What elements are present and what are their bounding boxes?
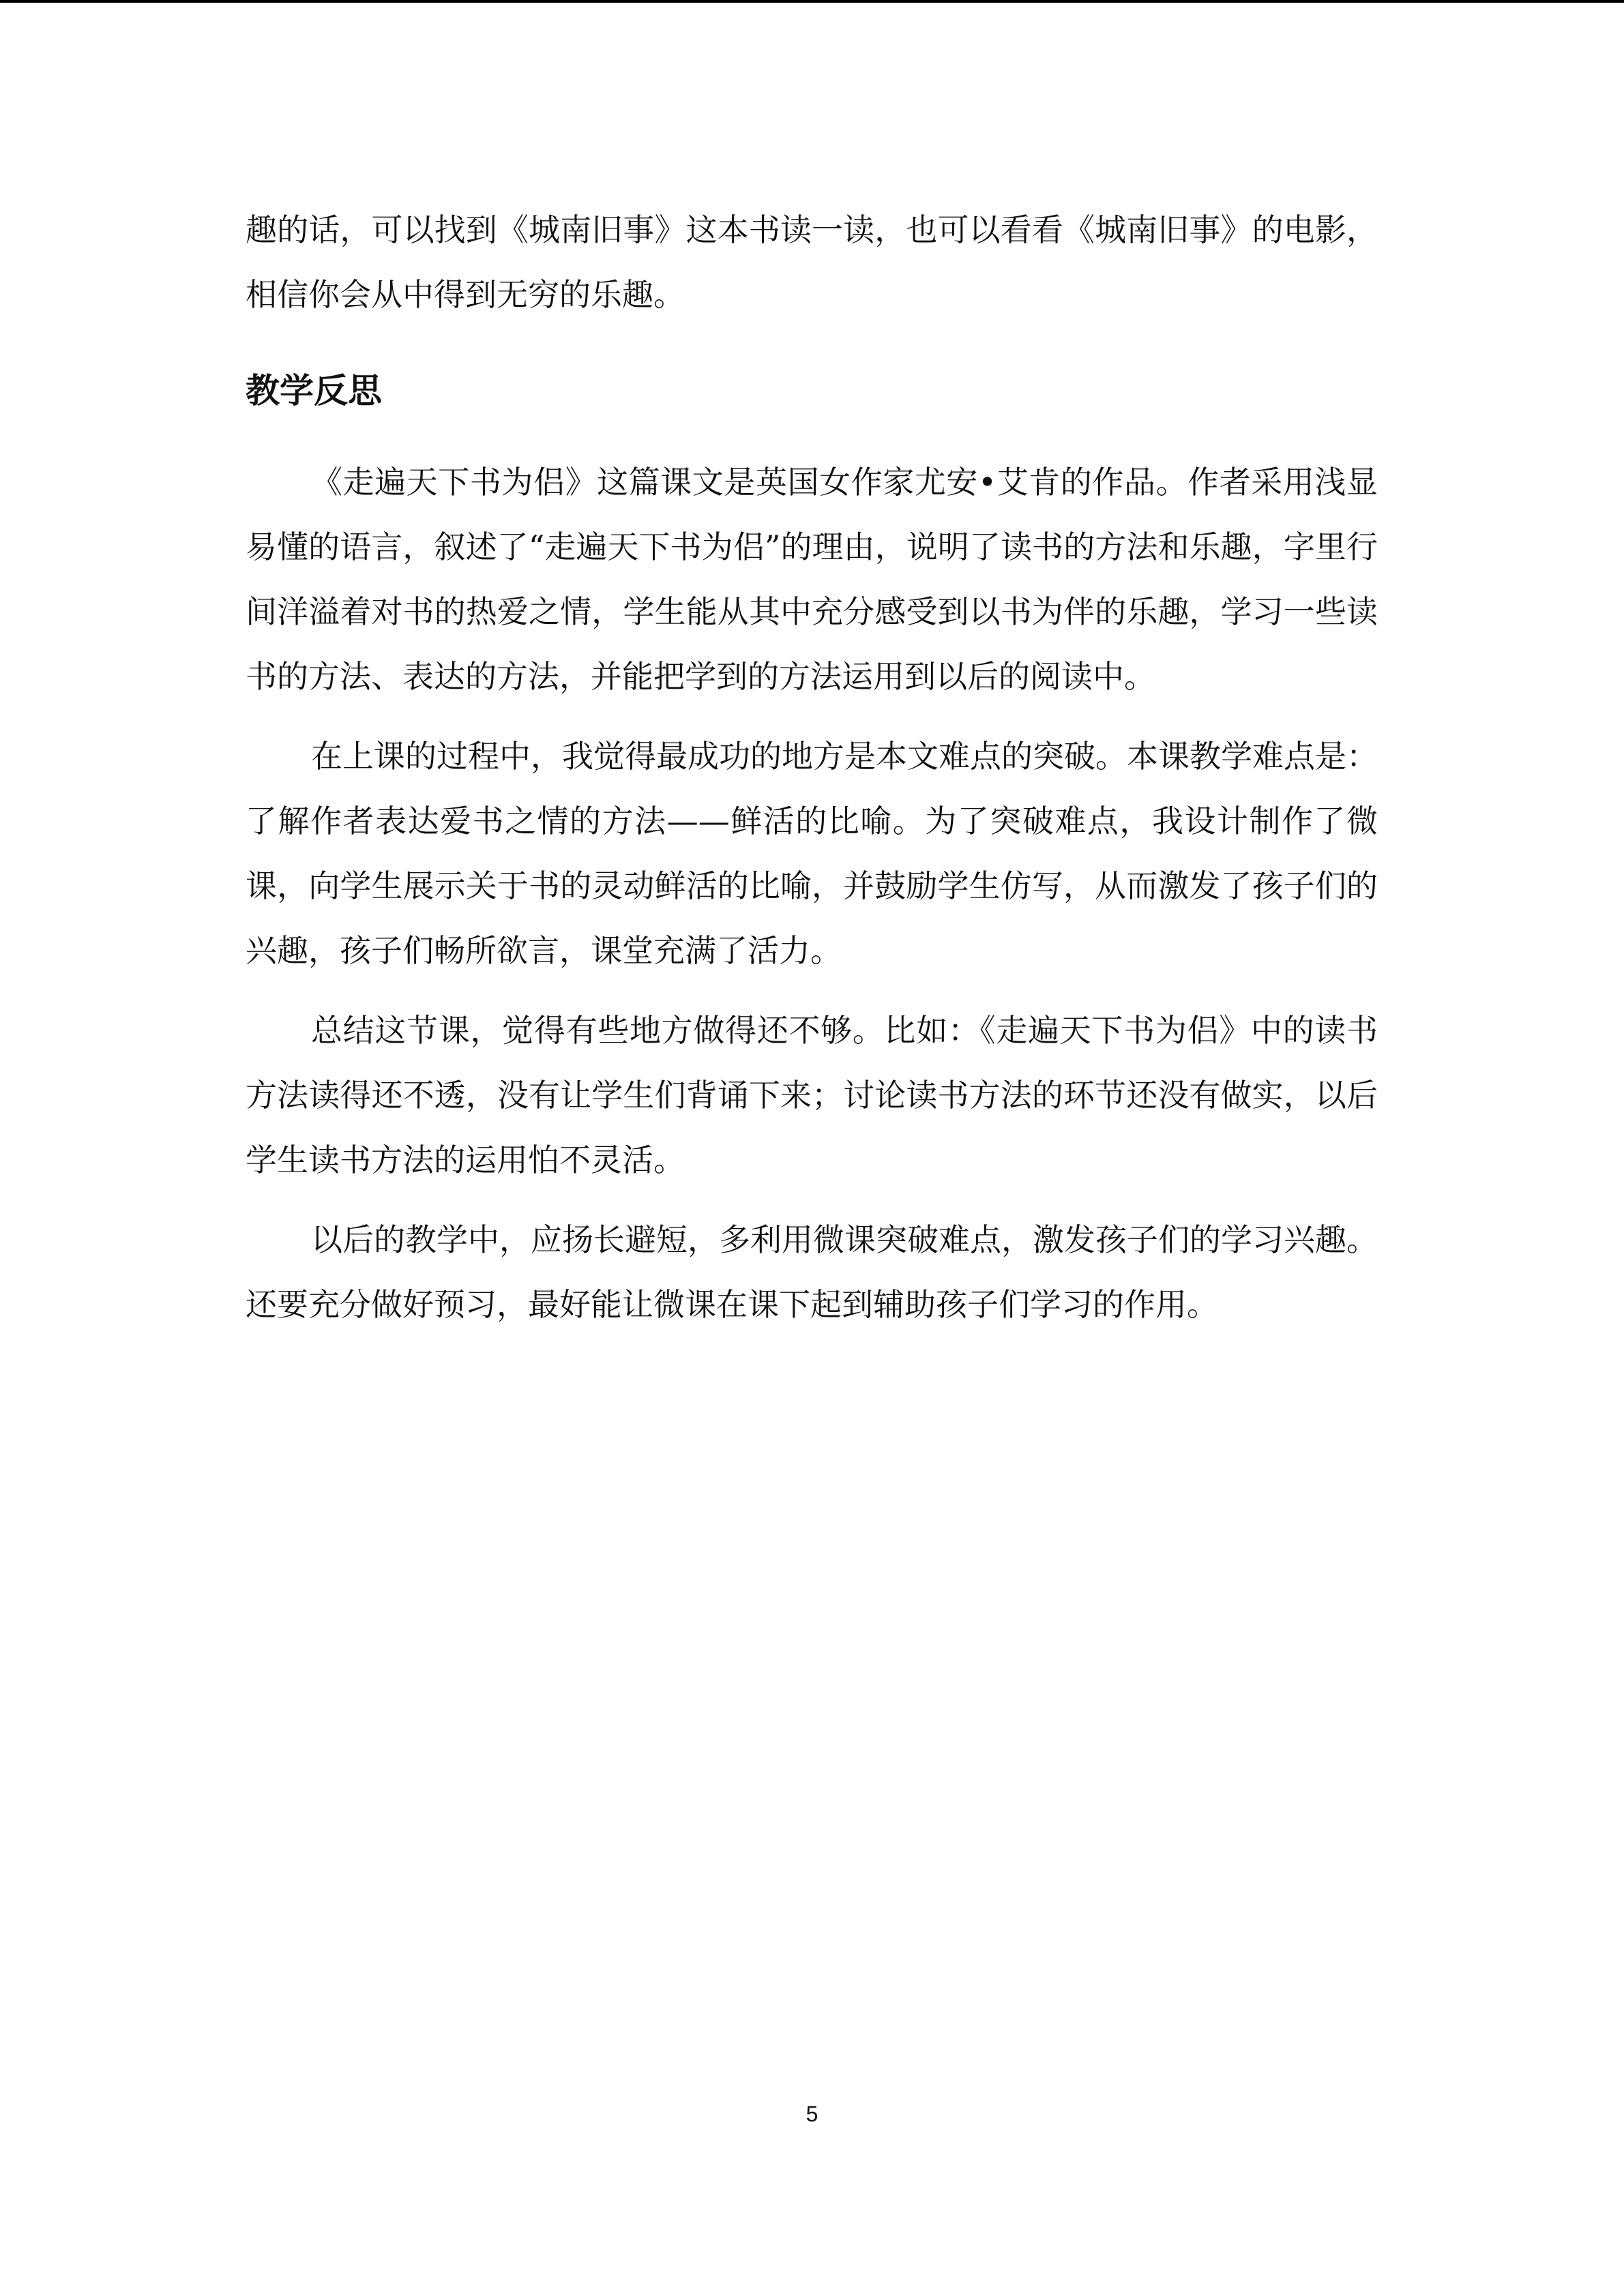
reflection-paragraph-1: 《走遍天下书为侣》这篇课文是英国女作家尤安•艾肯的作品。作者采用浅显易懂的语言，叙述了“走遍天下书为侣”的理由，说明了读书的方法和乐趣，字里行间洋溢着对书的热爱之情，学生能从其中充分感受到以书为伴的乐趣，学习一些读书的方法、表达的方法，并能把学到的方法运用到以后的阅读中。 — [246, 464, 1378, 695]
section-heading: 教学反思 — [246, 371, 382, 411]
page-top-border — [0, 0, 1624, 3]
document-body — [246, 198, 1378, 1337]
reflection-paragraph-2: 在上课的过程中，我觉得最成功的地方是本文难点的突破。本课教学难点是：了解作者表达爱书之情的方法——鲜活的比喻。为了突破难点，我设计制作了微课，向学生展示关于书的灵动鲜活的比喻，并鼓励学生仿写，从而激发了孩子们的兴趣，孩子们畅所欲言，课堂充满了活力。 — [246, 738, 1378, 969]
reflection-paragraph-4: 以后的教学中，应扬长避短，多利用微课突破难点，激发孩子们的学习兴趣。还要充分做好预习，最好能让微课在课下起到辅助孩子们学习的作用。 — [246, 1221, 1378, 1323]
page-number: 5 — [806, 2102, 818, 2126]
continuation-paragraph: 趣的话，可以找到《城南旧事》这本书读一读，也可以看看《城南旧事》的电影，相信你会从中得到无穷的乐趣。 — [246, 211, 1378, 313]
reflection-paragraph-3: 总结这节课，觉得有些地方做得还不够。比如：《走遍天下书为侣》中的读书方法读得还不透，没有让学生们背诵下来；讨论读书方法的环节还没有做实，以后学生读书方法的运用怕不灵活。 — [246, 1012, 1378, 1178]
